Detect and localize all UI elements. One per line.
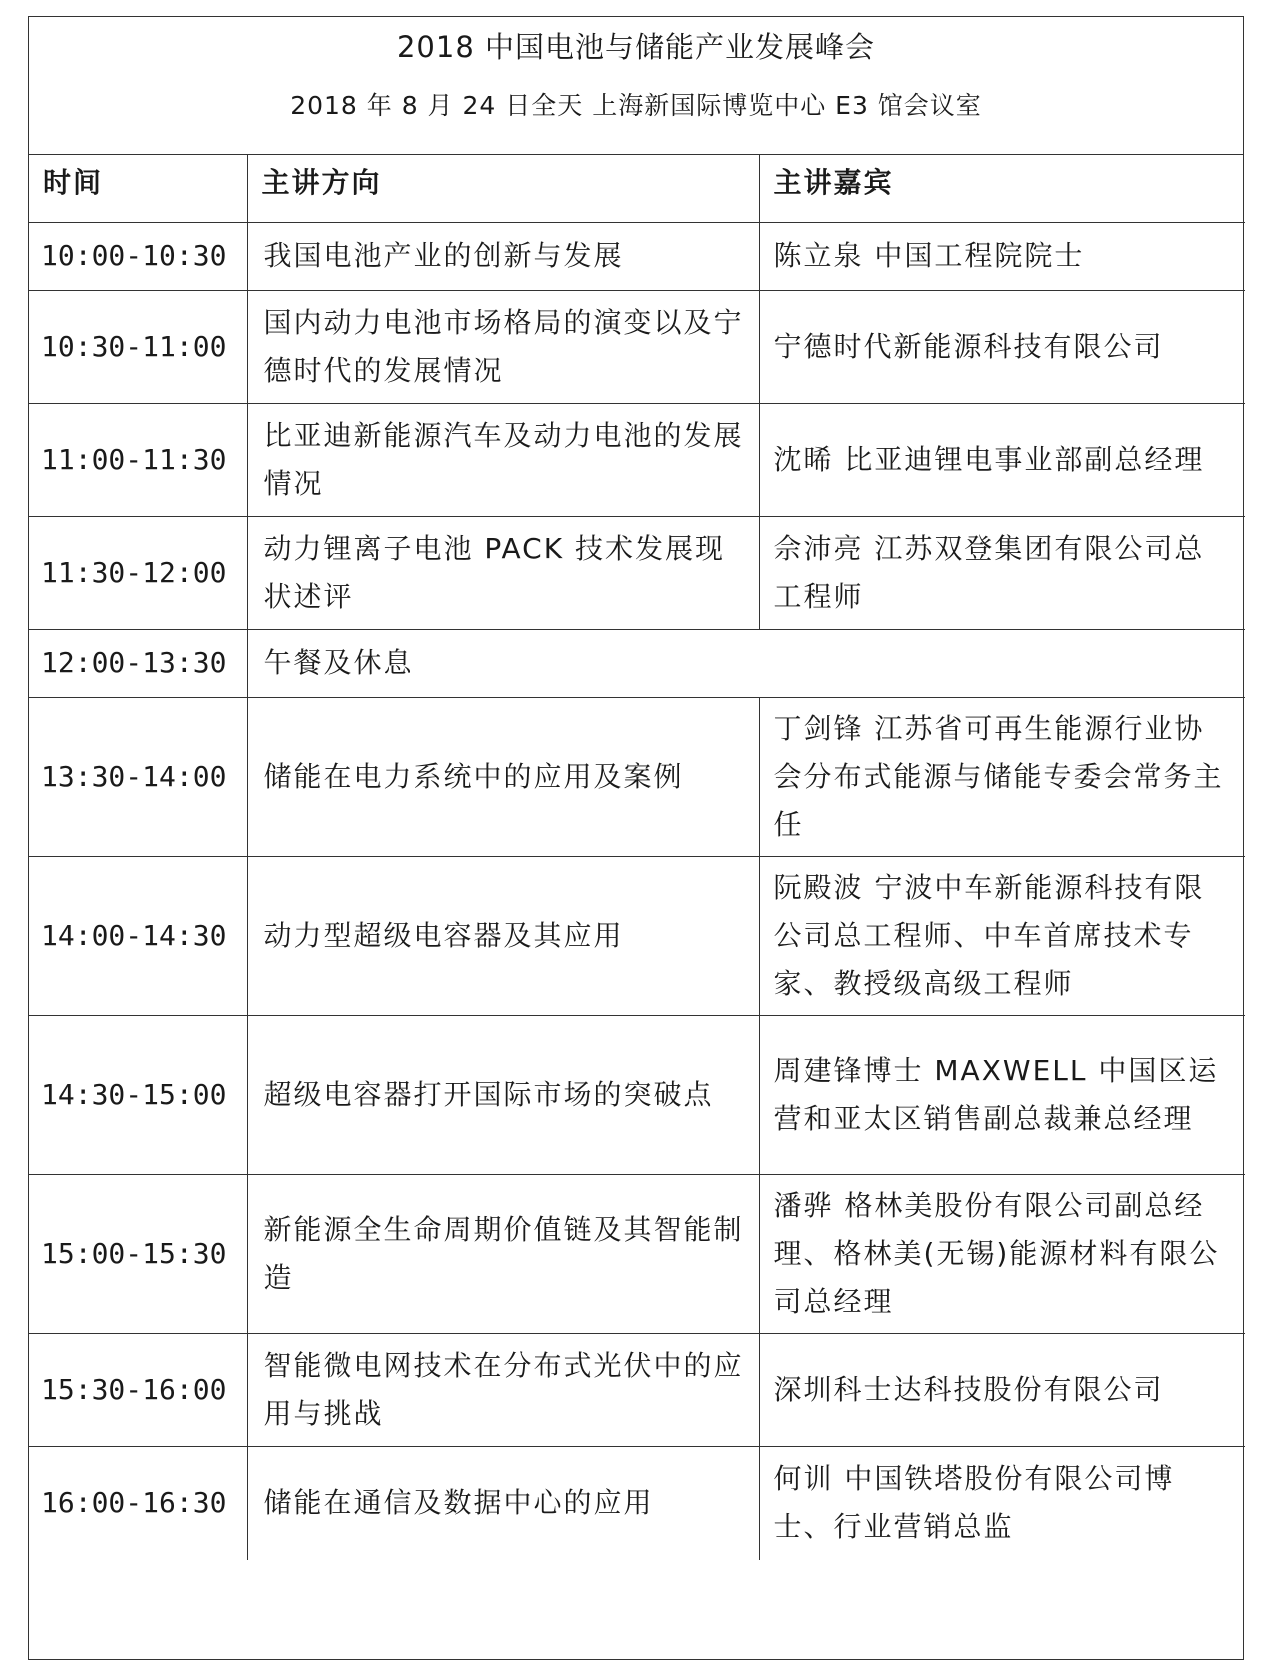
table-row <box>29 516 1245 629</box>
table-row <box>29 697 1245 856</box>
session-topic: 动力锂离子电池 PACK 技术发展现状述评 <box>247 516 759 629</box>
session-topic: 比亚迪新能源汽车及动力电池的发展情况 <box>247 403 759 516</box>
table-row <box>29 222 1245 290</box>
session-topic: 国内动力电池市场格局的演变以及宁德时代的发展情况 <box>247 290 759 403</box>
session-time: 13:30-14:00 <box>29 697 247 856</box>
session-speaker: 陈立泉 中国工程院院士 <box>759 222 1245 290</box>
session-topic: 超级电容器打开国际市场的突破点 <box>247 1015 759 1174</box>
session-speaker: 阮殿波 宁波中车新能源科技有限公司总工程师、中车首席技术专家、教授级高级工程师 <box>759 856 1245 1015</box>
agenda-table <box>29 155 1245 1560</box>
session-speaker: 佘沛亮 江苏双登集团有限公司总工程师 <box>759 516 1245 629</box>
agenda-header <box>29 17 1243 155</box>
session-topic: 午餐及休息 <box>247 629 1245 697</box>
session-speaker: 沈晞 比亚迪锂电事业部副总经理 <box>759 403 1245 516</box>
table-row <box>29 1333 1245 1446</box>
page-title: 2018 中国电池与储能产业发展峰会 <box>396 30 876 64</box>
session-time: 10:30-11:00 <box>29 290 247 403</box>
session-topic: 智能微电网技术在分布式光伏中的应用与挑战 <box>247 1333 759 1446</box>
session-time: 10:00-10:30 <box>29 222 247 290</box>
table-row <box>29 629 1245 697</box>
session-time: 12:00-13:30 <box>29 629 247 697</box>
session-time: 15:00-15:30 <box>29 1174 247 1333</box>
session-topic: 新能源全生命周期价值链及其智能制造 <box>247 1174 759 1333</box>
session-topic: 动力型超级电容器及其应用 <box>247 856 759 1015</box>
table-row <box>29 290 1245 403</box>
session-topic: 我国电池产业的创新与发展 <box>247 222 759 290</box>
table-row <box>29 403 1245 516</box>
session-speaker: 丁剑锋 江苏省可再生能源行业协会分布式能源与储能专委会常务主任 <box>759 697 1245 856</box>
session-time: 16:00-16:30 <box>29 1446 247 1560</box>
table-header-row <box>29 155 1245 222</box>
session-time: 11:30-12:00 <box>29 516 247 629</box>
column-header-topic: 主讲方向 <box>247 155 759 222</box>
session-speaker: 宁德时代新能源科技有限公司 <box>759 290 1245 403</box>
session-time: 11:00-11:30 <box>29 403 247 516</box>
column-header-speaker: 主讲嘉宾 <box>759 155 1245 222</box>
event-date-venue: 2018 年 8 月 24 日全天 上海新国际博览中心 E3 馆会议室 <box>290 91 982 120</box>
table-row <box>29 1446 1245 1560</box>
session-speaker: 周建锋博士 MAXWELL 中国区运营和亚太区销售副总裁兼总经理 <box>759 1015 1245 1174</box>
agenda-document <box>28 16 1244 1660</box>
session-topic: 储能在通信及数据中心的应用 <box>247 1446 759 1560</box>
session-time: 15:30-16:00 <box>29 1333 247 1446</box>
session-topic: 储能在电力系统中的应用及案例 <box>247 697 759 856</box>
table-row <box>29 1015 1245 1174</box>
session-time: 14:30-15:00 <box>29 1015 247 1174</box>
session-speaker: 深圳科士达科技股份有限公司 <box>759 1333 1245 1446</box>
table-row <box>29 1174 1245 1333</box>
table-row <box>29 856 1245 1015</box>
session-speaker: 何训 中国铁塔股份有限公司博士、行业营销总监 <box>759 1446 1245 1560</box>
session-time: 14:00-14:30 <box>29 856 247 1015</box>
session-speaker: 潘骅 格林美股份有限公司副总经理、格林美(无锡)能源材料有限公司总经理 <box>759 1174 1245 1333</box>
column-header-time: 时间 <box>29 155 247 222</box>
